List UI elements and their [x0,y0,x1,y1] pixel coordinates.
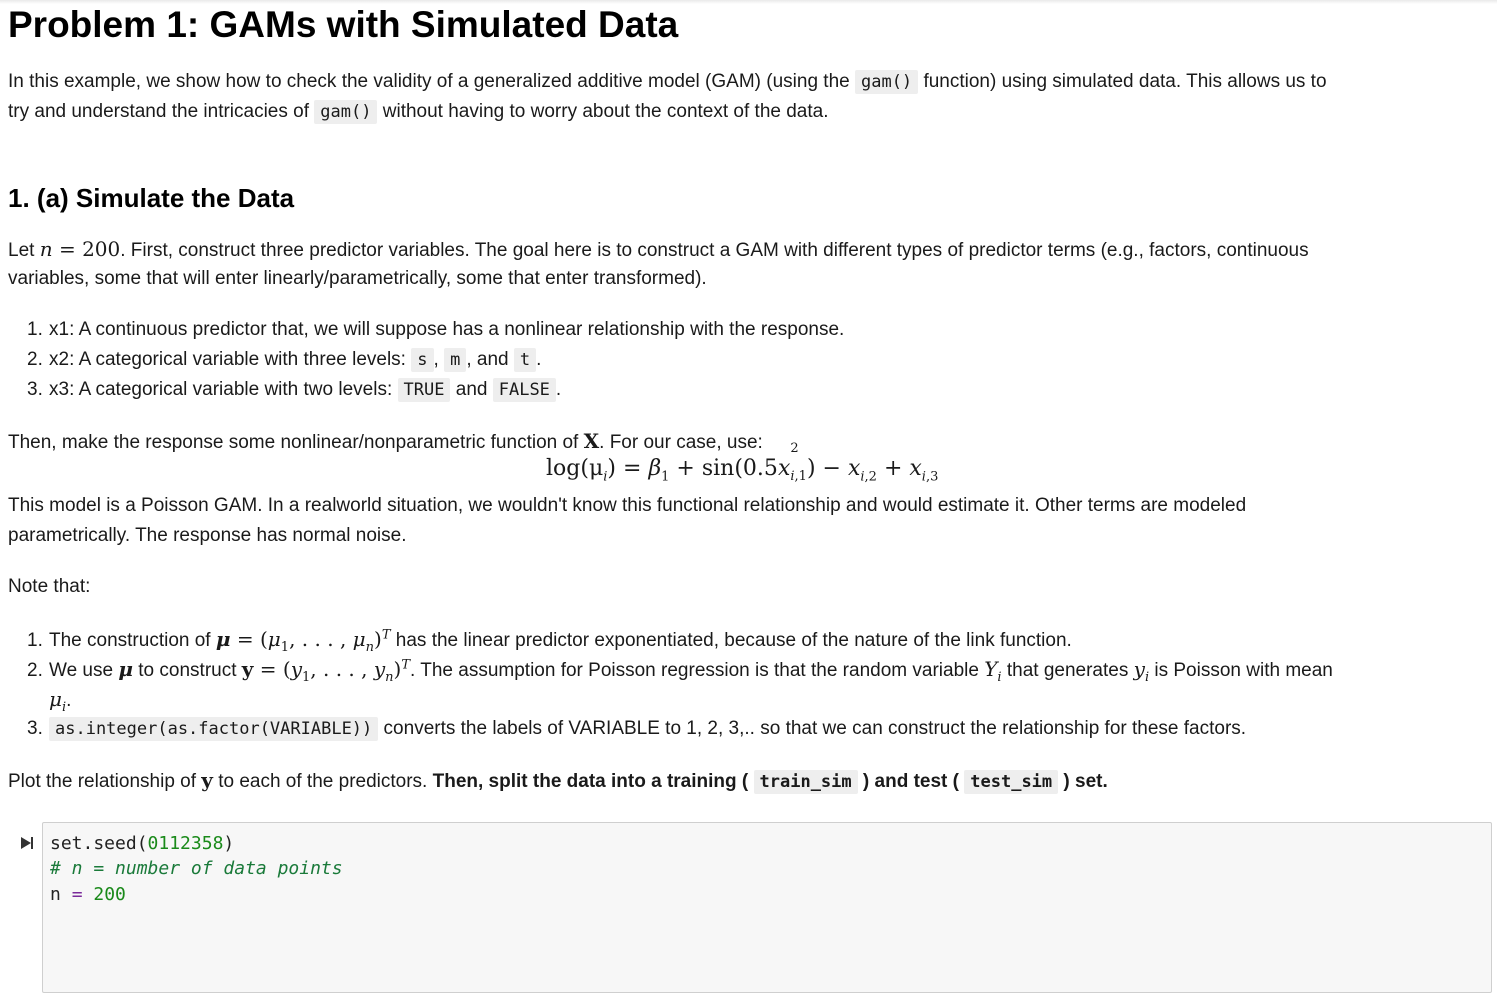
code-as-integer: as.integer(as.factor(VARIABLE)) [49,717,378,741]
list-text: has the linear predictor exponentiated, because of the nature of the link function. [390,630,1072,651]
list-number: 3. [27,379,43,400]
intro-line-2 [8,97,828,127]
list-number: 1. [27,630,43,651]
list-continuation: $\mu_i$. [49,687,72,715]
model-line-2: parametrically. The response has normal noise. [8,525,407,546]
intro-text: In this example, we show how to check the validity of a generalized additive model (GAM) (using the [8,71,855,92]
math-y: y [201,768,213,792]
list-item: 2. x2: A categorical variable with three levels: s , m , and t . [27,345,541,375]
math-mu-vector: $\mu = (\mu_1$, . . . , $\mu_n)^T$ [215,627,391,655]
plot-text: to each of the predictors. [212,771,433,792]
list-number: 3. [27,718,43,739]
code-true: TRUE [398,378,451,402]
list-item [27,654,1333,686]
code-number: 0112358 [147,833,224,854]
plot-instruction [8,765,1108,797]
list-text: to construct [133,660,242,681]
math-mui: $\mu_i$ [49,687,67,715]
list-text: We use [49,660,119,681]
intro-text: try and understand the intricacies of [8,101,315,122]
gam-code: gam() [314,100,377,124]
let-text: Let [8,240,40,261]
plot-bold-text: ) and test ( [857,771,965,792]
code-level-s: s [411,348,433,372]
equation-log: log(μ [546,456,604,481]
list-text: is Poisson with mean [1149,660,1333,681]
list-text: and [476,349,509,370]
code-paren: ) [223,833,235,854]
plot-bold-text: Then, split the data into a training ( [432,771,754,792]
section-title: 1. (a) Simulate the Data [8,183,295,213]
math-x: X [583,429,600,453]
list-item [27,624,1072,656]
code-false: FALSE [493,378,556,402]
math-Yi: $Y_i$ [984,657,1002,685]
list-text: converts the labels of VARIABLE to 1, 2, 3,.. so that we can construct the relationship for these factors. [378,718,1247,739]
list-text: x3: A categorical variable with two levels: [49,379,398,400]
run-cell-icon[interactable] [19,835,35,851]
code-var: n [50,884,72,905]
math-n: n [39,237,53,261]
intro-line-1 [8,67,1327,97]
code-line-3[interactable] [50,884,126,905]
list-item [27,315,844,345]
list-number: 1. [27,319,43,340]
then-text: . For our case, use: [599,432,763,453]
then-line [8,426,763,458]
math-mu: μ [118,657,133,681]
code-fn: set.seed( [50,833,148,854]
code-number: 200 [82,884,126,905]
page-title: Problem 1: GAMs with Simulated Data [8,4,679,45]
code-cell[interactable] [42,822,1492,993]
code-line-1[interactable] [50,833,234,854]
let-line-2: variables, some that will enter linearly/parametrically, some that enter transformed). [8,268,707,289]
let-line-1 [8,234,1309,266]
note-label: Note that: [8,576,91,597]
model-equation: $\log(\mu_i) = \beta_1 + \sin(0.5x$ $_{2 i,1}) - x_{i,2} + x_{i,3}$ [546,441,939,485]
let-text: . First, construct three predictor variables. The goal here is to construct a GAM with different types of predictor terms (e.g., factors, continuous [120,240,1309,261]
code-level-m: m [444,348,466,372]
math-yi: $y_i$ [1133,657,1150,685]
list-text: and [455,379,488,400]
code-test-sim: test_sim [964,770,1058,794]
code-train-sim: train_sim [754,770,858,794]
list-text: . The assumption for Poisson regression is that the random variable [410,660,985,681]
code-operator: = [71,884,83,905]
plot-text: Plot the relationship of [8,771,202,792]
list-text: The construction of [49,630,216,651]
math-eq: = 200 [52,237,121,261]
then-text: Then, make the response some nonlinear/nonparametric function of [8,432,584,453]
list-item: 3. x3: A categorical variable with two levels: TRUE and FALSE . [27,375,561,405]
code-level-t: t [514,348,536,372]
plot-bold-text: ) set. [1058,771,1108,792]
list-number: 2. [27,660,43,681]
intro-text: without having to worry about the context of the data. [377,101,829,122]
math-y-vector: $y = (y_1$, . . . , $y_n)^T$ [241,657,411,685]
model-line-1: This model is a Poisson GAM. In a realworld situation, we wouldn't know this functional relationship and would estimate it. Other terms are modeled [8,495,1247,516]
list-number: 2. [27,349,43,370]
code-line-2[interactable]: # n = number of data points [50,858,343,879]
list-item [27,714,1246,744]
gam-code: gam() [855,70,918,94]
list-text: that generates [1001,660,1134,681]
intro-text: function) using simulated data. This allows us to [918,71,1327,92]
list-text: x1: A continuous predictor that, we will suppose has a nonlinear relationship with the response. [49,319,845,340]
list-text: x2: A categorical variable with three levels: [49,349,412,370]
